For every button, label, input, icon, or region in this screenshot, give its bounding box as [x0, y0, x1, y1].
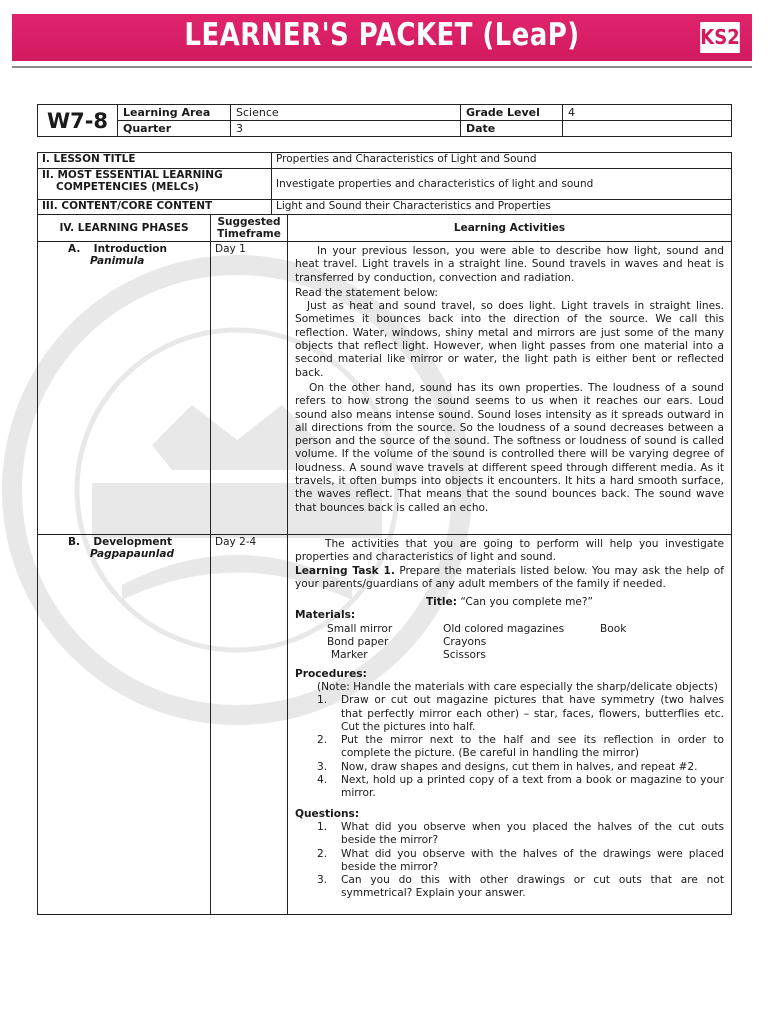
dev-name: Development [93, 536, 173, 548]
grade-level-value: 4 [563, 105, 732, 121]
procedure-item: 4. Next, hold up a printed copy of a text from a book or magazine to your mirror. [317, 774, 724, 800]
quarter-label: Quarter [118, 121, 231, 137]
phase-introduction [38, 242, 211, 535]
timeframe-header-line-1: Suggested [217, 216, 281, 228]
procedure-item: 3. Now, draw shapes and designs, cut them in halves, and repeat #2. [317, 760, 698, 773]
timeframe-header [211, 215, 288, 242]
melc-label-line-1: II. MOST ESSENTIAL LEARNING [42, 169, 223, 181]
intro-name: Introduction [93, 243, 167, 255]
procedures-note: (Note: Handle the materials with care especially the sharp/delicate objects) [317, 680, 718, 693]
question-item: 3. Can you do this with other drawings or cut outs that are not symmetrical? Explain your answer. [317, 874, 724, 900]
materials-label: Materials: [295, 609, 356, 622]
phase-development [38, 535, 211, 915]
material-item: Crayons [443, 636, 487, 649]
question-item: 1. What did you observe when you placed the halves of the cut outs beside the mirror? [317, 820, 724, 847]
question-item: 2. What did you observe with the halves of the drawings were placed beside the mirror? [317, 847, 724, 873]
material-item: Old colored magazines [443, 622, 565, 635]
week-label: W7-8 [38, 105, 118, 137]
dev-day: Day 2-4 [211, 535, 288, 915]
materials-grid [295, 623, 724, 663]
dev-activities [288, 535, 732, 915]
info-table [37, 104, 732, 137]
grade-level-label: Grade Level [461, 105, 563, 121]
material-item: Scissors [443, 649, 486, 662]
header-divider [12, 66, 752, 68]
dev-local-name: Pagpapaunlad [90, 548, 174, 560]
packet-title: LEARNER'S PACKET (LeaP) [184, 17, 580, 53]
dev-task-label: Learning Task 1. [295, 564, 395, 577]
intro-read-lead: Read the statement below: [295, 286, 438, 299]
lesson-title-label: I. LESSON TITLE [38, 153, 272, 169]
intro-paragraph-2: Just as heat and sound travel, so does light. Light travels in straight lines. Sometimes it bounces back into the direction of the source. We call this reflection. Water, windows, shiny metal and mirrors are just some of the many objects that reflect light. However, when light passes from one material into a second material like mirror or water, the light path is either bent or reflected back. [295, 300, 724, 379]
lesson-table [37, 152, 732, 215]
questions-label: Questions: [295, 807, 360, 820]
intro-activities [288, 242, 732, 535]
timeframe-header-line-2: Timeframe [217, 228, 281, 240]
questions-list [295, 821, 724, 901]
intro-day: Day 1 [211, 242, 288, 535]
material-item: Book [600, 622, 627, 635]
melc-value: Investigate properties and characteristics of light and sound [272, 169, 732, 200]
intro-paragraph-1: In your previous lesson, you were able to describe how light, sound and heat travel. Light travels in a straight line. Sound travels in waves and heat is transferred by conduction, convection and radiation. [295, 245, 724, 284]
content-value: Light and Sound their Characteristics and Properties [272, 200, 732, 215]
material-item: Marker [331, 649, 368, 662]
phases-header: IV. LEARNING PHASES [38, 215, 211, 242]
dev-task [295, 565, 724, 592]
material-item: Small mirror [327, 622, 393, 635]
dev-title-text: “Can you complete me?” [460, 596, 594, 609]
melc-label-line-2: COMPETENCIES (MELCs) [56, 181, 199, 193]
melc-label [38, 169, 272, 200]
date-label: Date [461, 121, 563, 137]
dev-activity-title [295, 596, 724, 609]
material-item: Bond paper [327, 636, 389, 649]
header-banner [12, 14, 752, 61]
learning-area-value: Science [231, 105, 461, 121]
date-value [563, 121, 732, 137]
lesson-title-value: Properties and Characteristics of Light and Sound [272, 153, 732, 169]
dev-letter: B. [68, 536, 80, 548]
content-label: III. CONTENT/CORE CONTENT [38, 200, 272, 215]
activities-header: Learning Activities [288, 215, 732, 242]
key-stage-badge: KS2 [700, 22, 740, 53]
intro-local-name: Panimula [90, 255, 145, 267]
dev-task-text: Prepare the materials listed below. You may ask the help of your parents/guardians of any adult members of the family if needed. [295, 564, 724, 590]
material-item [600, 636, 700, 649]
dev-title-label: Title: [425, 596, 457, 609]
procedure-item: 2. Put the mirror next to the half and see its reflection in order to complete the picture. (Be careful in handling the mirror) [317, 734, 724, 760]
dev-paragraph-1: The activities that you are going to perform will help you investigate properties and characteristics of light and sound. [295, 538, 724, 564]
intro-paragraph-3: On the other hand, sound has its own properties. The loudness of a sound refers to how strong the sound seems to us when it reaches our ears. Loud sound also means intense sound. Sound loses intensity as it spreads outward in all directions from the source. So the loudness of a sound decreases between a person and the source of the sound. The softness or loudness of sound is called volume. If the volume of the sound is controlled there will be varying degree of loudness. A sound wave travels at different speed through different media. As it travels, it often bumps into objects it encounters. It hits a hard smooth surface, the waves reflect. That means that the sound bounces back. The sound wave that bounces back is called an echo. [295, 381, 724, 514]
procedures-label: Procedures: [295, 667, 367, 680]
material-item [600, 649, 700, 662]
procedure-item: 1. Draw or cut out magazine pictures that have symmetry (two halves that perfectly mirror each other) – star, faces, flowers, butterflies etc. Cut the pictures into half. [317, 694, 724, 733]
quarter-value: 3 [231, 121, 461, 137]
procedures-list [295, 694, 724, 800]
learning-phases-table [37, 214, 732, 915]
learning-area-label: Learning Area [118, 105, 231, 121]
intro-letter: A. [68, 243, 81, 255]
